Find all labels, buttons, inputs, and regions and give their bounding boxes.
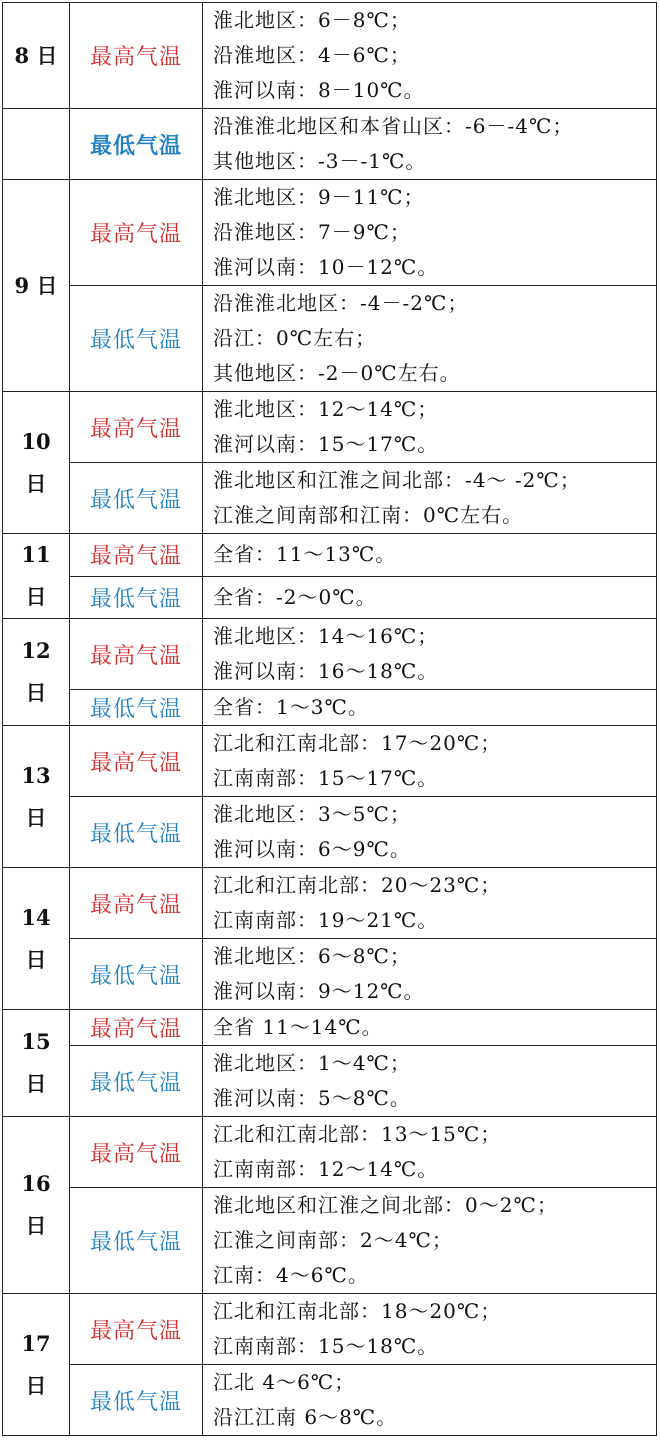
day-cell <box>3 726 70 868</box>
forecast-row <box>3 534 657 577</box>
day-cell <box>3 180 70 392</box>
forecast-line: 沿淮淮北地区：-4－-2℃； <box>213 291 469 315</box>
forecast-detail <box>203 534 657 577</box>
day-label: 日 <box>25 680 47 705</box>
forecast-line: 淮河以南：6～9℃。 <box>213 837 411 861</box>
forecast-row <box>3 3 657 109</box>
forecast-line: 江北和江南北部：20～23℃； <box>213 873 502 897</box>
max-temp-label: 最高气温 <box>70 1117 203 1188</box>
forecast-line: 江南南部：19～21℃。 <box>213 908 439 932</box>
day-cell <box>3 1010 70 1117</box>
day-label: 日 <box>25 946 47 972</box>
forecast-row <box>3 463 657 534</box>
forecast-row <box>3 726 657 797</box>
max-temp-label: 最高气温 <box>70 3 203 109</box>
min-temp-label: 最低气温 <box>70 939 203 1010</box>
forecast-row <box>3 1010 657 1046</box>
forecast-line: 淮北地区：12～14℃； <box>213 397 439 421</box>
day-label: 14 <box>21 904 51 930</box>
max-temp-label: 最高气温 <box>70 868 203 939</box>
forecast-line: 全省 11～14℃。 <box>213 1015 383 1039</box>
max-temp-label: 最高气温 <box>70 534 203 577</box>
day-cell <box>3 868 70 1010</box>
min-temp-label: 最低气温 <box>70 1365 203 1436</box>
forecast-line: 全省：1～3℃。 <box>213 695 369 719</box>
forecast-row <box>3 109 657 180</box>
forecast-table-body <box>3 3 657 1436</box>
day-cell <box>3 619 70 726</box>
min-temp-label: 最低气温 <box>70 1046 203 1117</box>
forecast-line: 淮北地区和江淮之间北部：0～2℃； <box>213 1193 558 1217</box>
forecast-row <box>3 619 657 690</box>
forecast-line: 沿淮淮北地区和本省山区：-6－-4℃； <box>213 114 574 138</box>
forecast-row <box>3 797 657 868</box>
day-label: 16 <box>21 1171 51 1196</box>
max-temp-label: 最高气温 <box>70 392 203 463</box>
forecast-line: 江淮之间南部和江南：0℃左右。 <box>213 503 524 527</box>
forecast-detail <box>203 576 657 619</box>
forecast-line: 江南：4～6℃。 <box>213 1263 369 1287</box>
forecast-detail <box>203 797 657 868</box>
day-label: 日 <box>25 470 47 496</box>
day-label: 15 <box>21 1029 51 1054</box>
day-cell <box>3 1117 70 1294</box>
forecast-detail <box>203 180 657 286</box>
forecast-line: 沿江：0℃左右； <box>213 326 377 350</box>
forecast-line: 江南南部：15～17℃。 <box>213 766 439 790</box>
min-temp-label: 最低气温 <box>70 797 203 868</box>
forecast-line: 淮北地区：3～5℃； <box>213 802 411 826</box>
day-cell <box>3 392 70 534</box>
max-temp-label: 最高气温 <box>70 726 203 797</box>
forecast-line: 江北和江南北部：17～20℃； <box>213 731 502 755</box>
day-cell-empty <box>3 109 70 180</box>
max-temp-label: 最高气温 <box>70 1294 203 1365</box>
forecast-detail <box>203 726 657 797</box>
forecast-detail <box>203 1294 657 1365</box>
day-label: 8 日 <box>14 42 58 68</box>
forecast-line: 沿江江南 6～8℃。 <box>213 1405 398 1429</box>
forecast-detail <box>203 463 657 534</box>
day-label: 13 <box>21 762 51 788</box>
day-label: 日 <box>25 804 47 830</box>
forecast-line: 淮北地区：1～4℃； <box>213 1051 411 1075</box>
min-temp-label: 最低气温 <box>70 576 203 619</box>
day-label: 日 <box>25 584 47 609</box>
forecast-line: 沿淮地区：4－6℃； <box>213 43 411 67</box>
forecast-line: 其他地区：-2－0℃左右。 <box>213 361 461 385</box>
forecast-detail <box>203 1117 657 1188</box>
day-label: 10 <box>21 428 51 454</box>
forecast-detail <box>203 939 657 1010</box>
day-cell <box>3 3 70 109</box>
max-temp-label: 最高气温 <box>70 1010 203 1046</box>
forecast-line: 江淮之间南部：2～4℃； <box>213 1228 453 1252</box>
min-temp-label: 最低气温 <box>70 1188 203 1294</box>
forecast-line: 全省：11～13℃。 <box>213 542 397 567</box>
day-label: 11 <box>21 542 51 567</box>
forecast-row <box>3 690 657 726</box>
day-label: 12 <box>21 638 51 663</box>
forecast-detail <box>203 690 657 726</box>
forecast-line: 淮北地区：14～16℃； <box>213 624 439 648</box>
forecast-row <box>3 1188 657 1294</box>
forecast-detail <box>203 1010 657 1046</box>
forecast-row <box>3 392 657 463</box>
forecast-row <box>3 1294 657 1365</box>
day-label: 9 日 <box>14 272 58 298</box>
forecast-line: 江北和江南北部：18～20℃； <box>213 1299 502 1323</box>
forecast-line: 淮河以南：8－10℃。 <box>213 78 425 102</box>
temperature-forecast-table <box>2 2 657 1436</box>
forecast-line: 淮北地区：6～8℃； <box>213 944 411 968</box>
forecast-line: 淮河以南：10－12℃。 <box>213 255 439 279</box>
forecast-detail <box>203 1046 657 1117</box>
min-temp-label: 最低气温 <box>70 463 203 534</box>
max-temp-label: 最高气温 <box>70 619 203 690</box>
forecast-row <box>3 1117 657 1188</box>
forecast-detail <box>203 1365 657 1436</box>
forecast-line: 其他地区：-3－-1℃。 <box>213 149 427 173</box>
forecast-detail <box>203 286 657 392</box>
day-label: 17 <box>21 1330 51 1356</box>
forecast-line: 淮河以南：9～12℃。 <box>213 979 425 1003</box>
forecast-detail <box>203 868 657 939</box>
forecast-line: 全省：-2～0℃。 <box>213 584 377 609</box>
forecast-line: 江北 4～6℃； <box>213 1370 356 1394</box>
forecast-line: 淮河以南：5～8℃。 <box>213 1086 411 1110</box>
forecast-detail <box>203 109 657 180</box>
day-label: 日 <box>25 1071 47 1096</box>
forecast-row <box>3 576 657 619</box>
forecast-row <box>3 868 657 939</box>
min-temp-label: 最低气温 <box>70 109 203 180</box>
forecast-line: 淮北地区：6－8℃； <box>213 8 411 32</box>
max-temp-label: 最高气温 <box>70 180 203 286</box>
forecast-line: 淮北地区：9－11℃； <box>213 185 425 209</box>
forecast-line: 江南南部：12～14℃。 <box>213 1157 439 1181</box>
forecast-row <box>3 286 657 392</box>
forecast-line: 江南南部：15～18℃。 <box>213 1334 439 1358</box>
day-label: 日 <box>25 1372 47 1398</box>
day-label: 日 <box>25 1213 47 1238</box>
forecast-row <box>3 180 657 286</box>
min-temp-label: 最低气温 <box>70 286 203 392</box>
forecast-row <box>3 1365 657 1436</box>
day-cell <box>3 1294 70 1436</box>
forecast-line: 淮河以南：15～17℃。 <box>213 432 439 456</box>
forecast-line: 沿淮地区：7－9℃； <box>213 220 411 244</box>
day-cell <box>3 534 70 619</box>
forecast-detail <box>203 3 657 109</box>
forecast-line: 淮河以南：16～18℃。 <box>213 659 439 683</box>
forecast-detail <box>203 1188 657 1294</box>
forecast-detail <box>203 392 657 463</box>
forecast-row <box>3 939 657 1010</box>
forecast-row <box>3 1046 657 1117</box>
forecast-line: 淮北地区和江淮之间北部：-4～ -2℃； <box>213 468 581 492</box>
min-temp-label: 最低气温 <box>70 690 203 726</box>
forecast-detail <box>203 619 657 690</box>
forecast-line: 江北和江南北部：13～15℃； <box>213 1122 502 1146</box>
